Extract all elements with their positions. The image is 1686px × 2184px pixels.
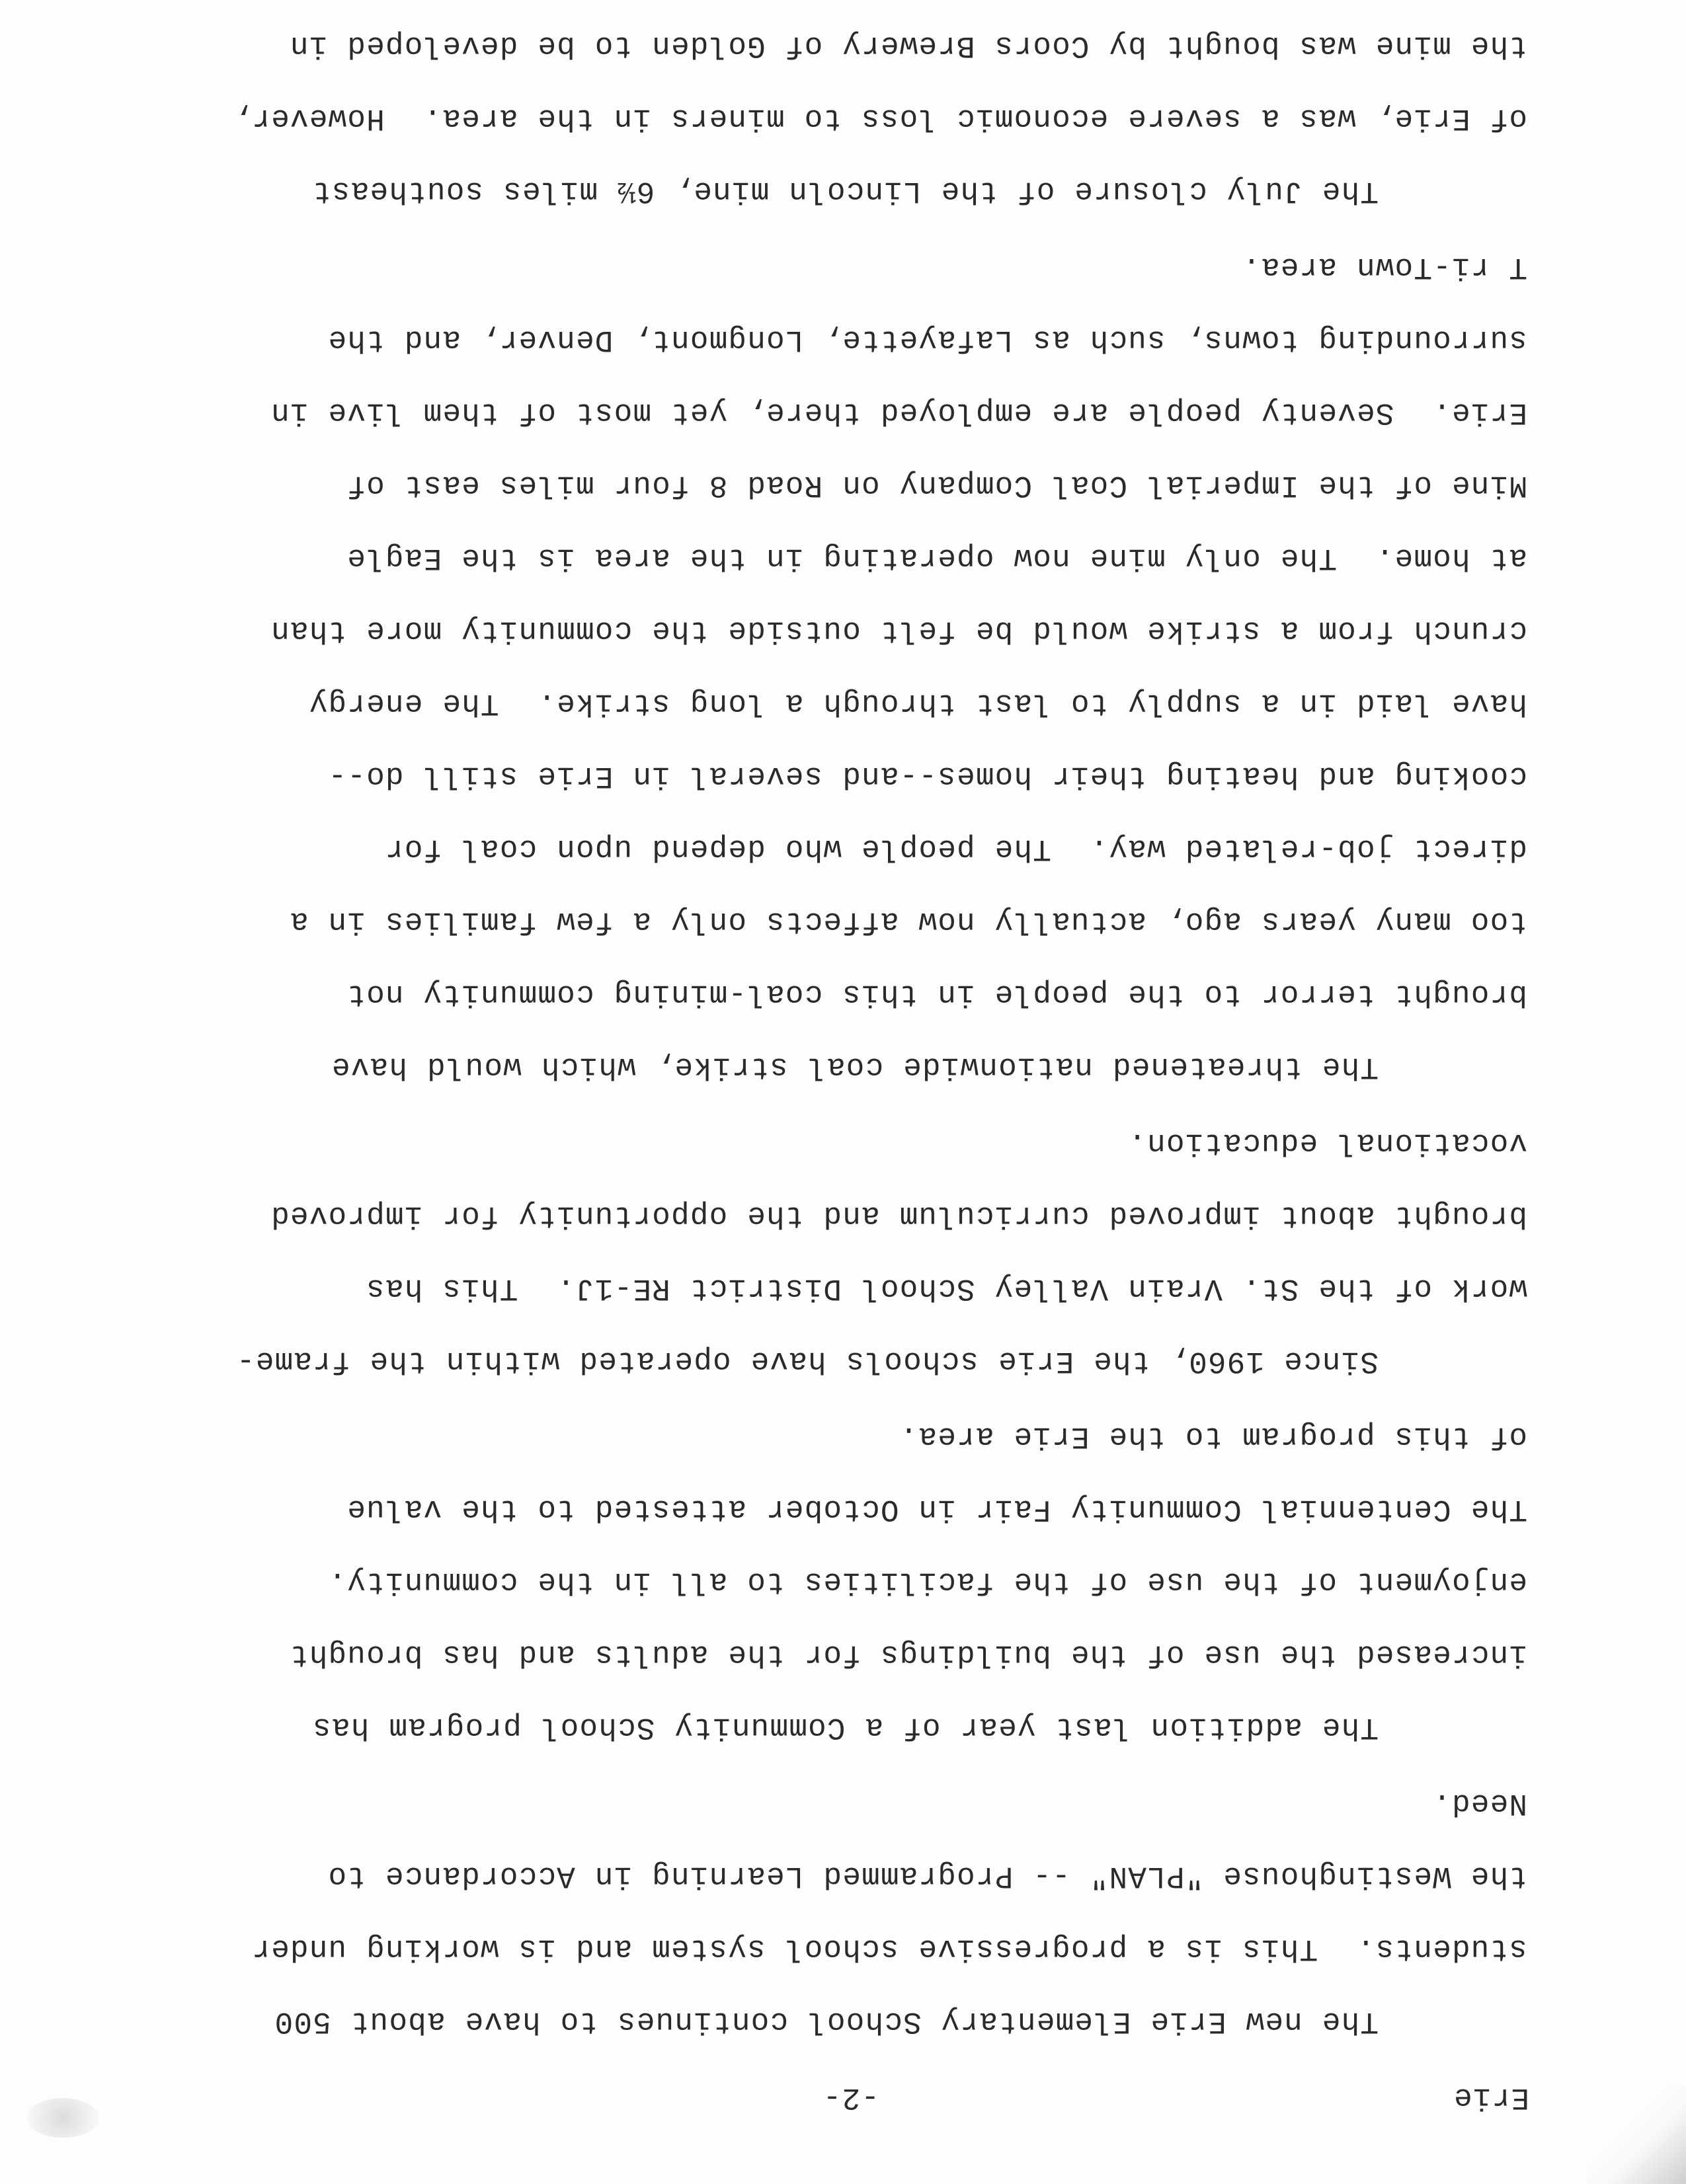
text-line: The Centennial Community Fair in October attested to the value: [346, 1492, 1527, 1526]
page-number: -2-: [822, 2080, 879, 2115]
text-line: Mine of the Imperial Coal Company on Road 8 four miles east of: [346, 468, 1527, 502]
text-line: at home. The only mine now operating in the area is the Eagle: [346, 541, 1527, 575]
text-line: work of the St. Vrain Valley School District RE-1J. This has: [365, 1271, 1527, 1306]
text-line: the mine was bought by Coors Brewery of Golden to be developed in: [289, 28, 1527, 63]
text-line: direct job-related way. The people who depend upon coal for: [384, 832, 1527, 866]
text-line: T ri-Town area.: [1241, 250, 1527, 284]
text-line: cooking and heating their homes--and several in Erie still do--: [327, 759, 1527, 793]
text-line: have laid in a supply to last through a long strike. The energy: [308, 686, 1527, 721]
text-line: of Erie, was a severe economic loss to miners in the area. However,: [232, 101, 1527, 136]
text-line: enjoyment of the use of the facilities to all in the community.: [327, 1565, 1527, 1599]
text-line: Erie. Seventy people are employed there, yet most of them live in: [270, 395, 1527, 430]
text-line: of this program to the Erie area.: [899, 1419, 1527, 1454]
text-line: The addition last year of a Community School program has: [311, 1710, 1379, 1744]
text-line: The July closure of the Lincoln mine, 6½ miles southeast: [311, 174, 1379, 208]
page-corner-curl: [1587, 2085, 1686, 2184]
text-line: students. This is a progressive school system and is working under: [251, 1931, 1527, 1966]
text-line: surrounding towns, such as Lafayette, Longmont, Denver, and the: [327, 323, 1527, 357]
text-line: Since 1960, the Erie schools have operated within the frame-: [235, 1344, 1379, 1378]
text-line: Need.: [1431, 1786, 1527, 1820]
text-line: increased the use of the buildings for the adults and has brought: [289, 1637, 1527, 1672]
text-line: crunch from a strike would be felt outside the community more than: [270, 613, 1527, 648]
header-left: Erie: [1453, 2080, 1529, 2115]
text-line: vocational education.: [1127, 1126, 1527, 1160]
text-line: the Westinghouse "PLAN" -- Programmed Learning in Accordance to: [327, 1859, 1527, 1893]
text-line: too many years ago, actually now affects only a few families in a: [289, 904, 1527, 939]
text-line: brought about improved curriculum and the opportunity for improved: [270, 1198, 1527, 1233]
scan-smudge: [26, 2098, 99, 2138]
text-line: brought terror to the people in this coal-mining community not: [346, 977, 1527, 1011]
text-line: The threatened nationwide coal strike, which would have: [331, 1050, 1379, 1084]
text-line: The new Erie Elementary School continues to have about 500: [274, 2004, 1379, 2039]
